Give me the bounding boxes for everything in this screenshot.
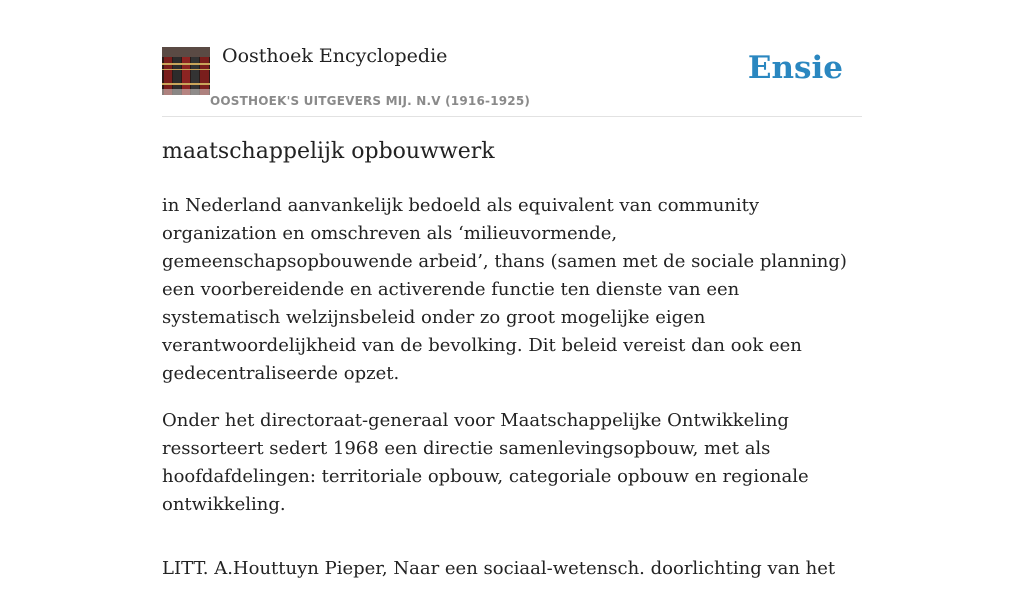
site-title[interactable]: Oosthoek Encyclopedie xyxy=(222,45,448,67)
literature-reference: LITT. A.Houttuyn Pieper, Naar een sociaal-wetensch. doorlichting van het xyxy=(162,558,836,579)
avatar[interactable] xyxy=(162,47,210,95)
article-title: maatschappelijk opbouwwerk xyxy=(162,139,495,164)
article-paragraph: Onder het directoraat-generaal voor Maatschappelijke Ontwikkeling ressorteert sedert 1968 een directie samenlevingsopbouw, met als hoofdafdelingen: territoriale opbouw, categoriale opbouw en regionale ontwikkeling. xyxy=(162,410,809,515)
article-body xyxy=(162,192,862,602)
brand-logo[interactable]: Ensie xyxy=(747,50,843,86)
book-spines-icon xyxy=(162,47,210,95)
site-subtitle: OOSTHOEK'S UITGEVERS MIJ. N.V (1916-1925) xyxy=(210,94,531,108)
site-header xyxy=(162,40,862,117)
article-paragraph: in Nederland aanvankelijk bedoeld als equivalent van community organization en omschreven als ‘milieuvormende, gemeenschapsopbouwende arbeid’, thans (samen met de sociale planning) een voorbereidende en activerende functie ten dienste van een systematisch welzijnsbeleid onder zo groot mogelijke eigen verantwoordelijkheid van de bevolking. Dit beleid vereist dan ook een gedecentraliseerde opzet. xyxy=(162,195,847,384)
